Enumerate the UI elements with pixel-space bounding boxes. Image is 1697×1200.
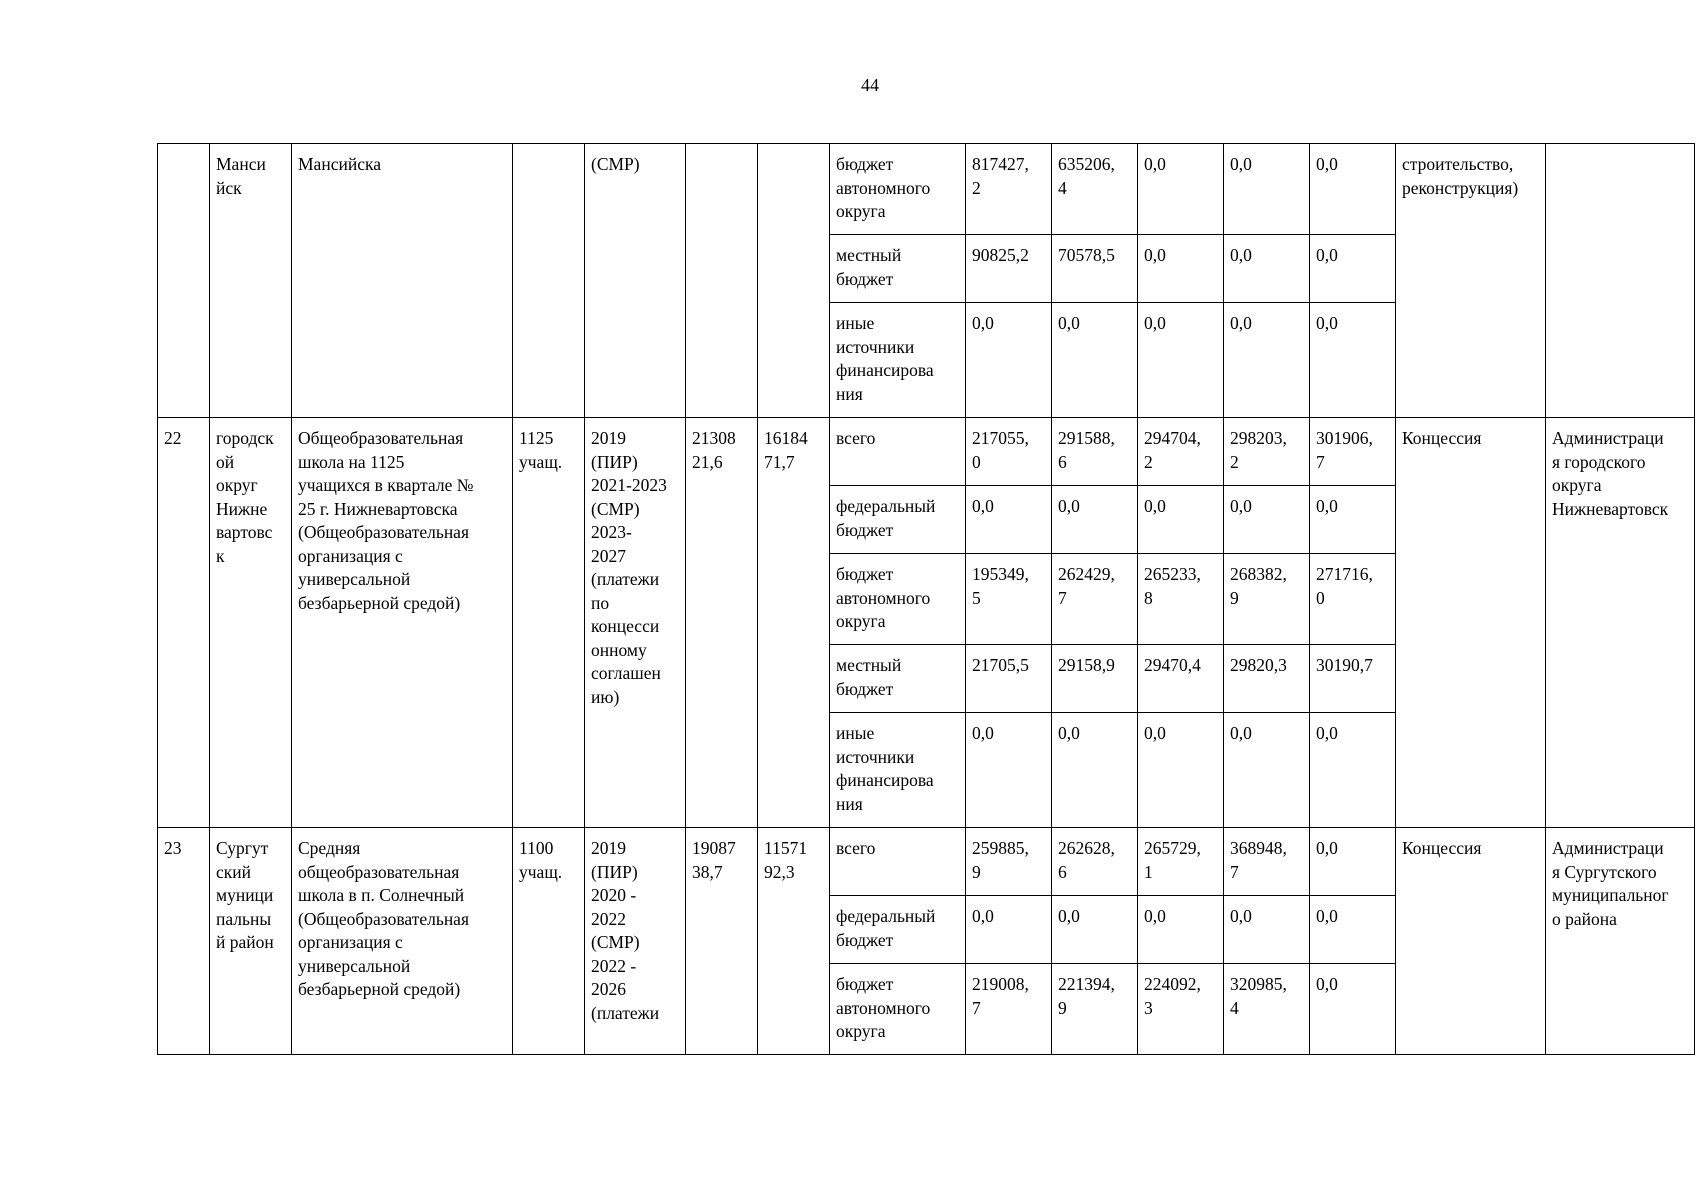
cell-mechanism: Концессия [1396, 828, 1546, 1055]
cell-amount-4: 368948, 7 [1224, 828, 1310, 896]
cell-responsible [1546, 144, 1695, 418]
cell-amount-4: 0,0 [1224, 713, 1310, 828]
cell-amount-1: 195349, 5 [966, 554, 1052, 645]
cell-amount-5: 271716, 0 [1310, 554, 1396, 645]
cell-amount-2: 70578,5 [1052, 235, 1138, 303]
cell-amount-3: 224092, 3 [1138, 964, 1224, 1055]
cell-amount-4: 0,0 [1224, 144, 1310, 235]
cell-municipality: Сургут ский муници пальны й район [210, 828, 292, 1055]
cell-amount-5: 0,0 [1310, 896, 1396, 964]
cell-funding-source: бюджет автономного округа [830, 554, 966, 645]
cell-amount-5: 0,0 [1310, 303, 1396, 418]
cell-amount-2: 0,0 [1052, 486, 1138, 554]
cell-amount-2: 221394, 9 [1052, 964, 1138, 1055]
cell-funding-source: бюджет автономного округа [830, 144, 966, 235]
cell-amount-5: 301906, 7 [1310, 418, 1396, 486]
cell-total-cost: 19087 38,7 [686, 828, 758, 1055]
cell-amount-1: 0,0 [966, 896, 1052, 964]
cell-responsible: Администраци я Сургутского муниципальног о района [1546, 828, 1695, 1055]
cell-responsible: Администраци я городского округа Нижневартовск [1546, 418, 1695, 828]
cell-amount-3: 265729, 1 [1138, 828, 1224, 896]
cell-mechanism: строительство, реконструкция) [1396, 144, 1546, 418]
cell-period: 2019 (ПИР) 2021-2023 (СМР) 2023- 2027 (платежи по концесси онному соглашен ию) [585, 418, 686, 828]
cell-capacity: 1125 учащ. [513, 418, 585, 828]
cell-amount-3: 0,0 [1138, 896, 1224, 964]
cell-remaining-cost: 16184 71,7 [758, 418, 830, 828]
cell-funding-source: федеральный бюджет [830, 486, 966, 554]
cell-amount-1: 21705,5 [966, 645, 1052, 713]
cell-amount-3: 265233, 8 [1138, 554, 1224, 645]
cell-funding-source: иные источники финансирова ния [830, 713, 966, 828]
cell-amount-2: 635206, 4 [1052, 144, 1138, 235]
cell-remaining-cost: 11571 92,3 [758, 828, 830, 1055]
cell-amount-1: 0,0 [966, 303, 1052, 418]
cell-object: Средняя общеобразовательная школа в п. Солнечный (Общеобразовательная организация с универсальной безбарьерной средой) [292, 828, 513, 1055]
table-row [158, 144, 1695, 235]
cell-amount-1: 0,0 [966, 713, 1052, 828]
cell-capacity [513, 144, 585, 418]
cell-amount-1: 259885, 9 [966, 828, 1052, 896]
cell-funding-source: всего [830, 828, 966, 896]
cell-amount-2: 262429, 7 [1052, 554, 1138, 645]
cell-amount-2: 262628, 6 [1052, 828, 1138, 896]
cell-number: 22 [158, 418, 210, 828]
cell-amount-1: 219008, 7 [966, 964, 1052, 1055]
cell-amount-5: 0,0 [1310, 486, 1396, 554]
cell-amount-1: 0,0 [966, 486, 1052, 554]
cell-amount-1: 90825,2 [966, 235, 1052, 303]
cell-period: 2019 (ПИР) 2020 - 2022 (СМР) 2022 - 2026 (платежи [585, 828, 686, 1055]
cell-period: (СМР) [585, 144, 686, 418]
cell-municipality: Манси йск [210, 144, 292, 418]
cell-amount-2: 0,0 [1052, 896, 1138, 964]
cell-funding-source: всего [830, 418, 966, 486]
cell-amount-1: 817427, 2 [966, 144, 1052, 235]
cell-amount-4: 0,0 [1224, 235, 1310, 303]
cell-funding-source: бюджет автономного округа [830, 964, 966, 1055]
cell-funding-source: иные источники финансирова ния [830, 303, 966, 418]
cell-total-cost: 21308 21,6 [686, 418, 758, 828]
cell-amount-3: 0,0 [1138, 713, 1224, 828]
table-row [158, 418, 1695, 486]
investment-objects-table [157, 143, 1695, 1055]
cell-amount-3: 0,0 [1138, 144, 1224, 235]
cell-amount-1: 217055, 0 [966, 418, 1052, 486]
cell-object: Общеобразовательная школа на 1125 учащихся в квартале № 25 г. Нижневартовска (Общеобразовательная организация с универсальной безбарьерной средой) [292, 418, 513, 828]
cell-funding-source: местный бюджет [830, 645, 966, 713]
table-body [158, 144, 1695, 1055]
cell-amount-5: 30190,7 [1310, 645, 1396, 713]
cell-amount-5: 0,0 [1310, 964, 1396, 1055]
cell-amount-4: 0,0 [1224, 303, 1310, 418]
cell-funding-source: местный бюджет [830, 235, 966, 303]
cell-total-cost [686, 144, 758, 418]
cell-capacity: 1100 учащ. [513, 828, 585, 1055]
cell-amount-3: 0,0 [1138, 303, 1224, 418]
table-row [158, 828, 1695, 896]
cell-amount-5: 0,0 [1310, 144, 1396, 235]
cell-amount-5: 0,0 [1310, 828, 1396, 896]
cell-amount-4: 320985, 4 [1224, 964, 1310, 1055]
cell-amount-4: 0,0 [1224, 486, 1310, 554]
cell-amount-2: 0,0 [1052, 713, 1138, 828]
cell-amount-5: 0,0 [1310, 713, 1396, 828]
cell-amount-4: 29820,3 [1224, 645, 1310, 713]
cell-amount-3: 294704, 2 [1138, 418, 1224, 486]
cell-amount-4: 298203, 2 [1224, 418, 1310, 486]
cell-amount-4: 268382, 9 [1224, 554, 1310, 645]
cell-remaining-cost [758, 144, 830, 418]
cell-amount-2: 0,0 [1052, 303, 1138, 418]
cell-amount-3: 0,0 [1138, 486, 1224, 554]
cell-amount-3: 0,0 [1138, 235, 1224, 303]
cell-amount-2: 29158,9 [1052, 645, 1138, 713]
cell-number [158, 144, 210, 418]
cell-object: Мансийска [292, 144, 513, 418]
cell-amount-5: 0,0 [1310, 235, 1396, 303]
cell-mechanism: Концессия [1396, 418, 1546, 828]
cell-amount-4: 0,0 [1224, 896, 1310, 964]
page-number: 44 [861, 75, 879, 95]
cell-funding-source: федеральный бюджет [830, 896, 966, 964]
cell-number: 23 [158, 828, 210, 1055]
cell-amount-3: 29470,4 [1138, 645, 1224, 713]
cell-amount-2: 291588, 6 [1052, 418, 1138, 486]
cell-municipality: городск ой округ Нижне вартовс к [210, 418, 292, 828]
